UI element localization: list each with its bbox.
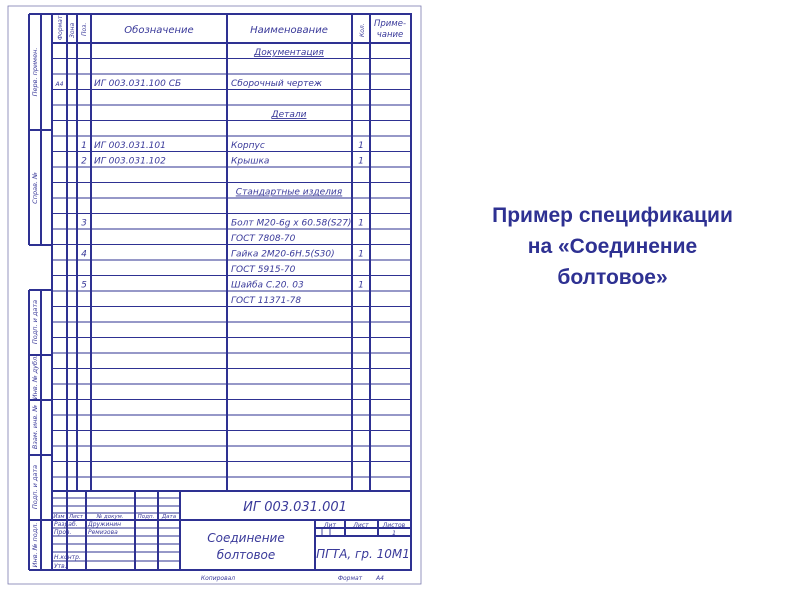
sheet-footer (201, 575, 384, 582)
label-podp-data-bottom: Подп. и дата (31, 464, 39, 510)
cell-name: ГОСТ 5915-70 (231, 265, 296, 275)
label-perv-primen: Перв. примен. (31, 47, 39, 97)
header-pos: Поз. (81, 22, 88, 36)
table-row (231, 296, 301, 306)
role-utv: Утв. (54, 563, 67, 570)
caption-line-1: Пример спецификации (492, 204, 733, 227)
header-format: Формат (57, 15, 64, 40)
cell-name: ГОСТ 7808-70 (231, 234, 296, 244)
cell-name: Шайба С.20. 03 (231, 280, 304, 291)
cell-pos: 5 (81, 280, 87, 291)
header-note-line1: Приме- (373, 19, 407, 29)
cell-pos: 2 (81, 156, 87, 167)
role-nkontr: Н.контр. (54, 554, 81, 561)
title-col-izm: Изм (53, 514, 65, 520)
table-row (236, 188, 343, 198)
main-frame (52, 14, 411, 570)
title-col-list: Лист (69, 514, 83, 520)
table-header (57, 15, 406, 40)
caption-line-2: на «Соединение (527, 235, 698, 258)
cell-designation: ИГ 003.031.100 СБ (94, 79, 182, 89)
footer-kopiroval: Копировал (200, 575, 236, 582)
header-qty: Кол. (359, 23, 366, 37)
cell-designation: ИГ 003.031.102 (94, 156, 166, 167)
table-row (253, 48, 324, 58)
table-row (81, 157, 364, 167)
section-heading: Детали (271, 110, 307, 120)
label-vzam-inv: Взам. инв. № (31, 404, 39, 450)
section-heading: Стандартные изделия (235, 187, 343, 198)
person-prov: Ремизова (88, 529, 118, 536)
lit-label: Лит (324, 522, 336, 529)
role-prov: Пров. (54, 529, 72, 536)
section-heading: Документация (254, 48, 324, 58)
left-margin-labels (31, 48, 39, 568)
cell-name: Болт М20-6g x 60.58(S27) (231, 218, 352, 229)
title-col-podp: Подп. (137, 514, 155, 520)
header-zone: Зона (69, 22, 76, 38)
slide-caption (440, 200, 785, 293)
label-inv-dubl: Инв. № дубл. (31, 354, 39, 400)
cell-qty: 1 (358, 249, 364, 260)
title-col-ndokum: № докум. (96, 514, 124, 520)
cell-qty: 1 (358, 280, 364, 291)
footer-format-label: Формат (337, 575, 363, 582)
table-row (81, 141, 364, 151)
listov-label: Листов (382, 522, 406, 529)
cell-name: Корпус (231, 141, 265, 151)
cell-name: ГОСТ 11371-78 (231, 296, 302, 306)
table-row (271, 110, 307, 120)
cell-pos: 3 (81, 218, 87, 229)
cell-pos: 4 (81, 249, 87, 260)
cell-name: Гайка 2М20-6Н.5(S30) (231, 249, 335, 260)
table-row (55, 79, 323, 89)
table-row (81, 281, 364, 291)
label-inv-podl: Инв. № подл. (31, 522, 39, 568)
cell-designation: ИГ 003.031.101 (94, 141, 166, 151)
doc-number: ИГ 003.031.001 (243, 500, 347, 515)
table-row (81, 250, 364, 260)
role-razrab: Разраб. (54, 521, 78, 528)
cell-format: А4 (55, 81, 64, 88)
title-col-data: Дата (161, 514, 177, 520)
header-name: Наименование (250, 25, 328, 36)
caption-line-3: болтовое» (557, 266, 668, 289)
doc-name-line2: болтовое (216, 548, 276, 562)
table-row (231, 234, 296, 244)
table-rows (55, 48, 364, 306)
cell-pos: 1 (81, 141, 87, 151)
doc-name-line1: Соединение (207, 531, 285, 545)
label-podp-data-top: Подп. и дата (31, 299, 39, 345)
table-row (231, 265, 296, 275)
cell-name: Сборочный чертеж (231, 79, 323, 89)
list-label: Лист (353, 522, 369, 529)
person-razrab: Дружинин (88, 521, 122, 528)
table-row (81, 219, 364, 229)
header-note-line2: чание (376, 30, 404, 40)
cell-qty: 1 (358, 218, 364, 229)
cell-name: Крышка (231, 156, 270, 167)
organization: ПГТА, гр. 10М1 (316, 547, 410, 561)
sheet-outer-border (8, 6, 421, 584)
header-designation: Обозначение (124, 25, 194, 36)
cell-qty: 1 (358, 141, 364, 151)
label-sprav: Справ. № (31, 172, 39, 204)
footer-format-value: А4 (376, 575, 384, 582)
listov-value: 1 (392, 530, 396, 537)
cell-qty: 1 (358, 156, 364, 167)
